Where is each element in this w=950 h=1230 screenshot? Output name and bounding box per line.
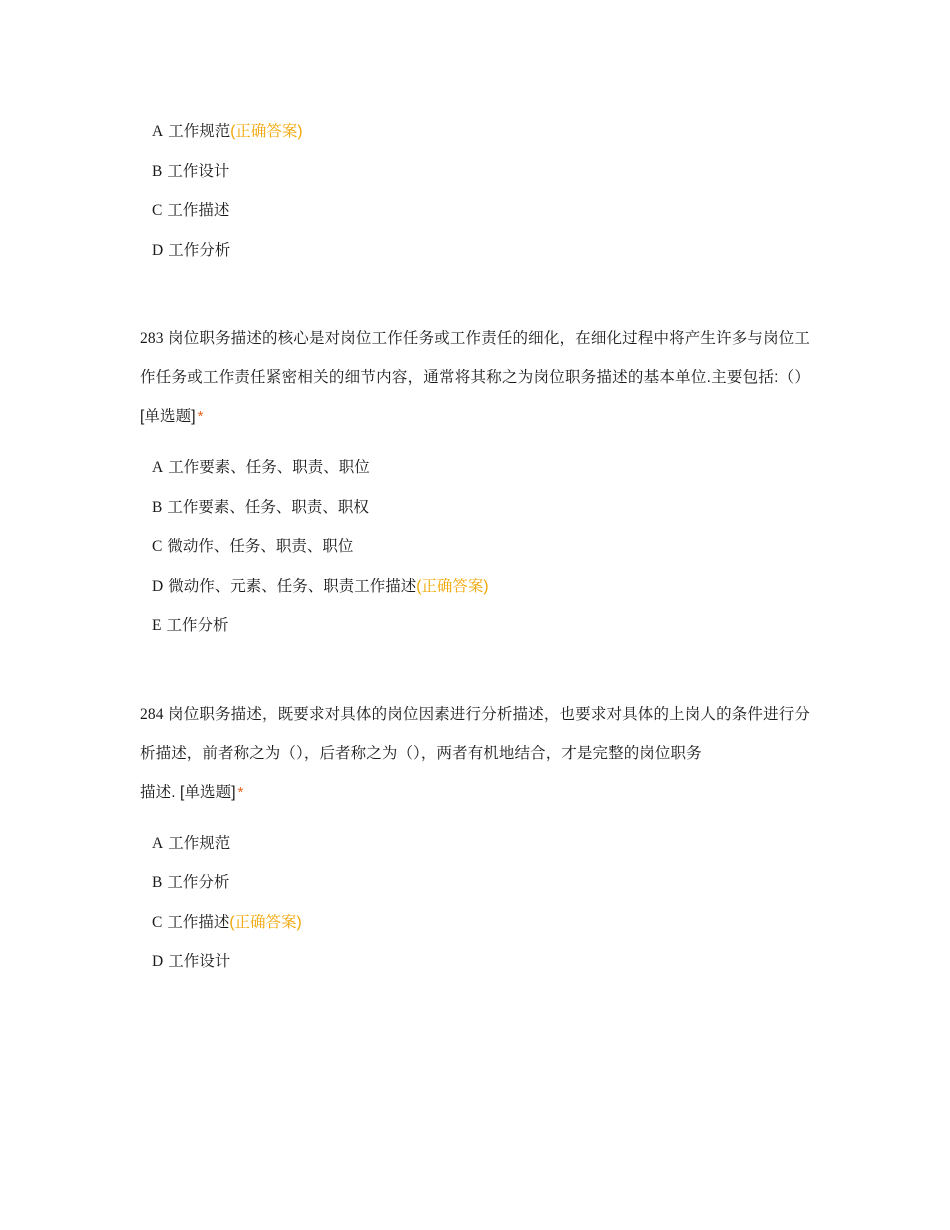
question-284: [140, 695, 810, 982]
option-letter: A: [152, 123, 164, 140]
option-text: 微动作、元素、任务、职责工作描述: [168, 577, 417, 595]
option-text: 工作规范: [168, 834, 231, 852]
option-letter: D: [152, 953, 164, 970]
option-letter: D: [152, 577, 164, 595]
option-letter: D: [152, 241, 164, 259]
question-text-line2: 描述.: [140, 783, 176, 801]
question-type-tag: [单选题]: [180, 783, 236, 801]
option-text: 工作分析: [166, 617, 229, 634]
option-letter: C: [152, 202, 163, 219]
list-item[interactable]: [140, 942, 810, 982]
option-list: [140, 112, 810, 270]
spacer: [140, 270, 810, 319]
option-text: 工作要素、任务、职责、职位: [168, 459, 370, 476]
option-letter: C: [152, 538, 163, 555]
option-letter: A: [152, 459, 164, 476]
spacer: [140, 646, 810, 695]
list-item[interactable]: [140, 488, 810, 528]
option-letter: B: [152, 874, 163, 891]
option-text: 微动作、任务、职责、职位: [167, 538, 354, 555]
question-stem: [140, 319, 810, 436]
option-list: [140, 448, 810, 646]
list-item[interactable]: [140, 191, 810, 231]
option-text: 工作要素、任务、职责、职权: [167, 498, 369, 516]
option-letter: C: [152, 913, 163, 931]
option-text: 工作设计: [168, 953, 231, 970]
question-stem-continuation: [140, 773, 810, 812]
question-283: [140, 319, 810, 646]
list-item[interactable]: [140, 231, 810, 271]
option-list: [140, 824, 810, 982]
question-stem: [140, 695, 810, 773]
list-item[interactable]: [140, 863, 810, 903]
option-text: 工作描述: [167, 202, 230, 219]
correct-answer-badge: (正确答案): [416, 577, 489, 595]
option-text: 工作规范: [168, 123, 231, 140]
list-item[interactable]: [140, 152, 810, 192]
option-letter: A: [152, 834, 164, 852]
question-number: 284: [140, 705, 164, 723]
option-text: 工作分析: [167, 874, 230, 891]
list-item[interactable]: [140, 448, 810, 488]
required-marker: *: [237, 783, 244, 801]
option-text: 工作设计: [167, 162, 230, 180]
option-text: 工作描述: [167, 913, 230, 931]
question-text: 岗位职务描述，既要求对具体的岗位因素进行分析描述，也要求对具体的上岗人的条件进行分析描述，前者称之为（），后者称之为（），两者有机地结合，才是完整的岗位职务: [140, 705, 810, 762]
option-letter: B: [152, 498, 163, 516]
option-text: 工作分析: [168, 241, 231, 259]
question-number: 283: [140, 330, 164, 347]
list-item[interactable]: [140, 903, 810, 943]
required-marker: *: [197, 408, 204, 425]
spacer: [140, 436, 810, 448]
question-type-tag: [单选题]: [140, 408, 196, 425]
list-item[interactable]: [140, 824, 810, 864]
spacer: [140, 812, 810, 824]
question-text: 岗位职务描述的核心是对岗位工作任务或工作责任的细化，在细化过程中将产生许多与岗位工作任务或工作责任紧密相关的细节内容，通常将其称之为岗位职务描述的基本单位.主要包括:（）: [140, 330, 810, 386]
correct-answer-badge: (正确答案): [229, 913, 302, 931]
list-item[interactable]: [140, 606, 810, 646]
list-item[interactable]: [140, 112, 810, 152]
list-item[interactable]: [140, 527, 810, 567]
list-item[interactable]: [140, 567, 810, 607]
option-letter: B: [152, 162, 163, 180]
option-letter: E: [152, 617, 162, 634]
correct-answer-badge: (正确答案): [230, 123, 303, 140]
